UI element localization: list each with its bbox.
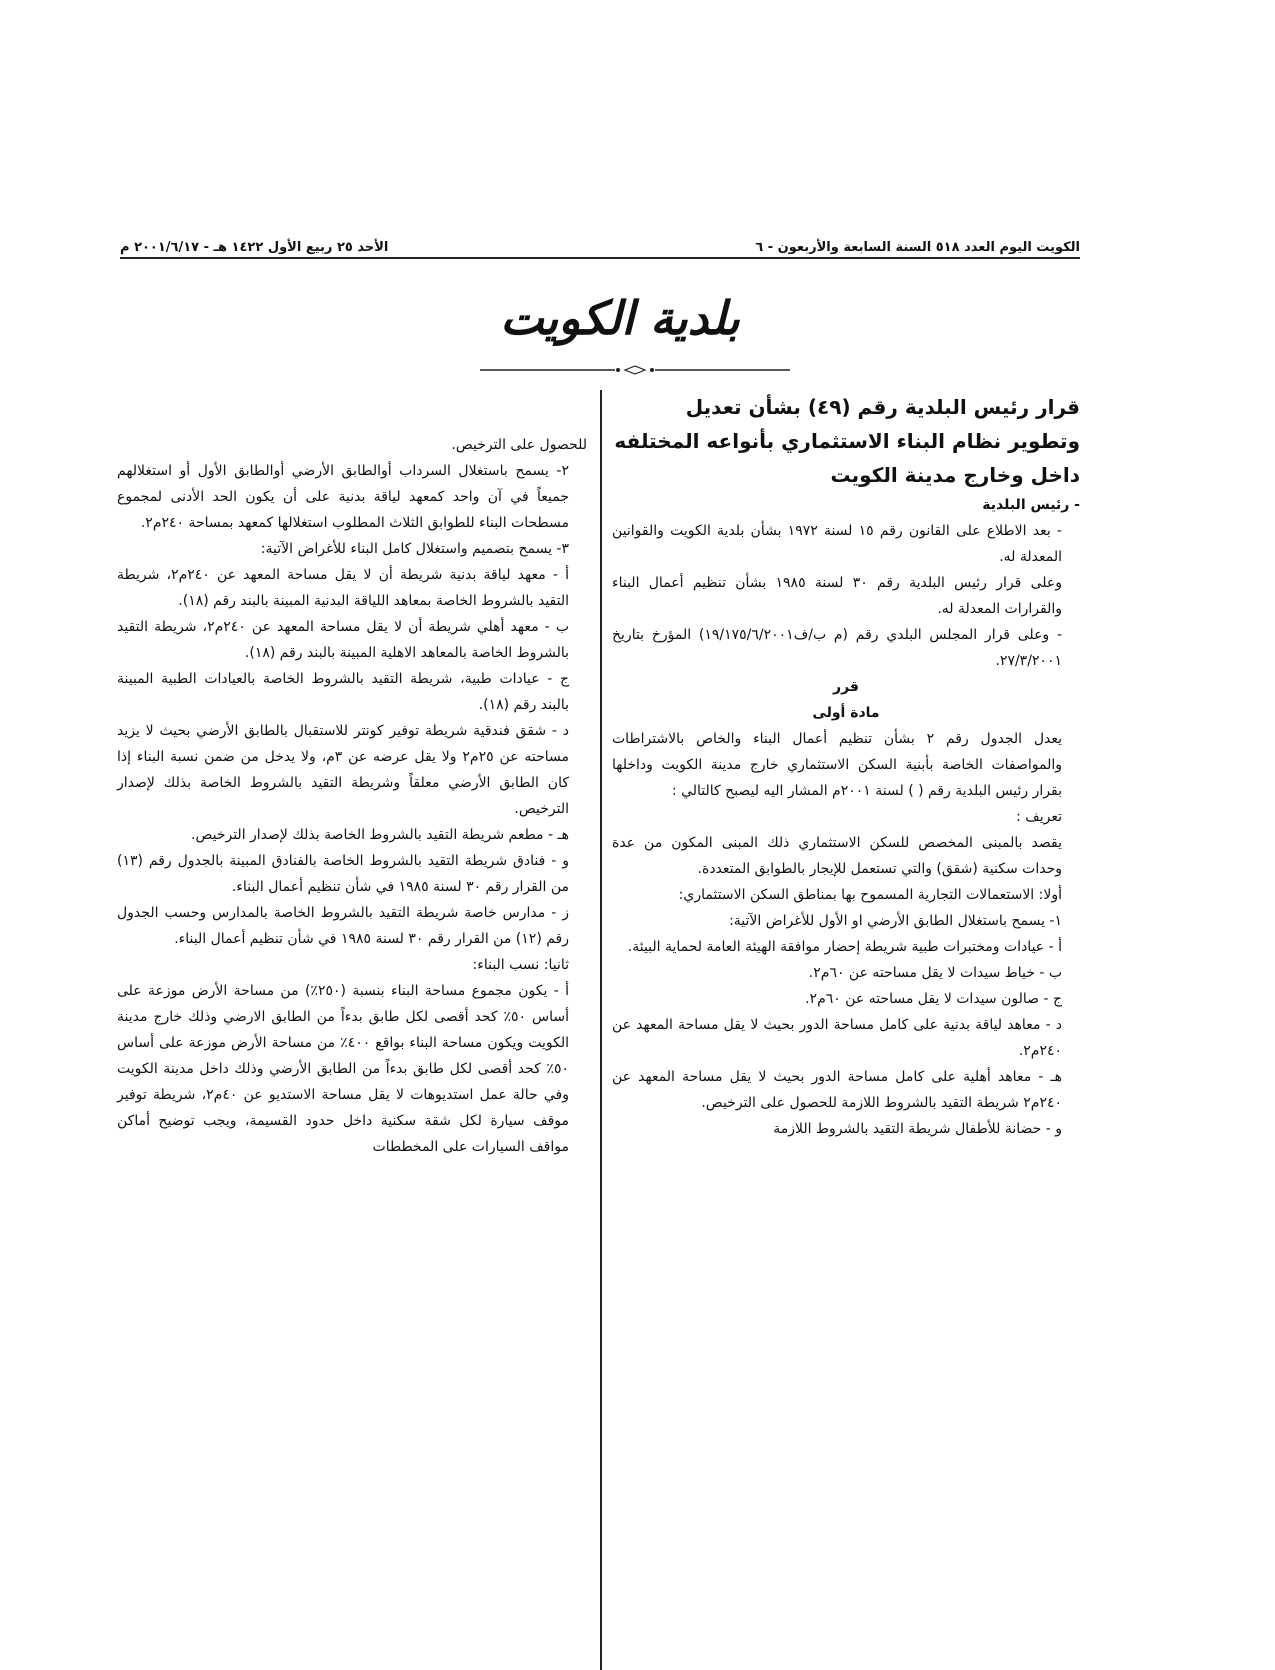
issue-info: الكويت اليوم العدد ٥١٨ السنة السابعة والأربعون - ٦ <box>755 240 1080 255</box>
continuation-text: للحصول على الترخيص. <box>451 437 587 453</box>
preamble-3: - وعلى قرار المجلس البلدي رقم (م ب/ف١٩/١٧٥/٦/٢٠٠١) المؤرخ بتاريخ ٢٧/٣/٢٠٠١. <box>612 627 1062 669</box>
decree-title: قرار رئيس البلدية رقم (٤٩) بشأن تعديل وتطوير نظام البناء الاستثماري بأنواعه المختلفه داخل وخارج مدينة الكويت <box>614 395 1080 487</box>
list-item: د - شقق فندقية شريطة توفير كونتر للاستقبال بالطابق الأرضي بحيث لا يزيد مساحته عن ٢٥م٢ ولا يقل عرضه عن ٣م، ولا يدخل من ضمن نسبة البناء إذا كان الطابق الأرضي معلقاً وشريطة التقيد بالشروط الخاصة بذلك لإصدار الترخيص. <box>117 723 569 817</box>
list-item: ج - عيادات طبية، شريطة التقيد بالشروط الخاصة بالعيادات الطبية المبينة بالبند رقم (١٨). <box>117 671 569 713</box>
definition-text: يقصد بالمبنى المخصص للسكن الاستثماري ذلك المبنى المكون من عدة وحدات سكنية (شقق) والتي تستعمل للإيجار بالطوابق المتعددة. <box>612 835 1062 877</box>
preamble-1: - بعد الاطلاع على القانون رقم ١٥ لسنة ١٩٧٢ بشأن بلدية الكويت والقوانين المعدلة له. <box>612 523 1062 565</box>
list-item: أ - معهد لياقة بدنية شريطة أن لا يقل مساحة المعهد عن ٢٤٠م٢، شريطة التقيد بالشروط الخاصة بمعاهد اللياقة البدنية المبينة بالبند رقم (١٨). <box>117 567 569 609</box>
item-2: ٢- يسمح باستغلال السرداب أوالطابق الأرضي أوالطابق الأول أو استغلالهم جميعاً في آن واحد كمعهد لياقة بدنية على أن يكون الحد الأدنى لمجموع مسطحات البناء للطوابق الثلاث المطلوب استغلالها كمعهد بمساحة ٢٤٠م٢. <box>117 463 569 531</box>
column-divider <box>600 390 602 1670</box>
item-3: ٣- يسمح بتصميم واستغلال كامل البناء للأغراض الآتية: <box>260 541 569 557</box>
decided-heading: قرر <box>833 679 859 695</box>
first-heading: أولا: الاستعمالات التجارية المسموح بها بمناطق السكن الاستثماري: <box>678 887 1062 903</box>
article-heading: مادة أولى <box>812 705 880 721</box>
list-item: ج - صالون سيدات لا يقل مساحته عن ٦٠م٢. <box>805 991 1062 1007</box>
list-item: و - حضانة للأطفال شريطة التقيد بالشروط اللازمة <box>773 1121 1062 1137</box>
issue-date: الأحد ٢٥ ربيع الأول ١٤٢٢ هـ - ٢٠٠١/٦/١٧ م <box>120 240 389 255</box>
preamble-2: وعلى قرار رئيس البلدية رقم ٣٠ لسنة ١٩٨٥ بشأن تنظيم أعمال البناء والقرارات المعدلة له. <box>612 575 1062 617</box>
list-item: ب - خياط سيدات لا يقل مساحته عن ٦٠م٢. <box>808 965 1062 981</box>
logo-text: بلدية الكويت <box>500 291 740 345</box>
second-heading: ثانيا: نسب البناء: <box>472 957 569 973</box>
calligraphy-logo-icon <box>470 282 770 352</box>
list-item: د - معاهد لياقة بدنية على كامل مساحة الدور بحيث لا يقل مساحة المعهد عن ٢٤٠م٢. <box>612 1017 1062 1059</box>
left-column <box>117 432 587 1160</box>
right-column <box>612 390 1080 1142</box>
article-text: يعدل الجدول رقم ٢ بشأن تنظيم أعمال البناء والخاص بالاشتراطات والمواصفات الخاصة بأبنية السكن الاستثماري خارج مدينة الكويت وداخلها بقرار رئيس البلدية رقم ( ) لسنة ٢٠٠١م المشار اليه ليصبح كالتالي : <box>612 731 1062 799</box>
issuer: - رئيس البلدية <box>982 497 1080 513</box>
ornament-divider-icon <box>480 365 790 375</box>
list-item: هـ - معاهد أهلية على كامل مساحة الدور بحيث لا يقل مساحة المعهد عن ٢٤٠م٢ شريطة التقيد بالشروط اللازمة للحصول على الترخيص. <box>612 1069 1062 1111</box>
list-item: و - فنادق شريطة التقيد بالشروط الخاصة بالفنادق المبينة بالجدول رقم (١٣) من القرار رقم ٣٠ لسنة ١٩٨٥ في شأن تنظيم أعمال البناء. <box>117 853 569 895</box>
definition-label: تعريف : <box>1016 809 1062 825</box>
gazette-header <box>120 225 1080 259</box>
ratio-text: أ - يكون مجموع مساحة البناء بنسبة (٢٥٠٪) من مساحة الأرض موزعة على أساس ٥٠٪ كحد أقصى لكل طابق بدءاً من الطابق الارضي وذلك خارج مدينة الكويت ويكون مساحة البناء بواقع ٤٠٠٪ من مساحة الأرض موزعة على أساس ٥٠٪ كحد أقصى لكل طابق بدءاً من الطابق الأرضي وذلك داخل مدينة الكويت وفي حالة عمل استديوهات لا يقل مساحة الاستديو عن ٤٠م٢، شريطة توفير موقف سيارة لكل شقة سكنية داخل حدود القسيمة، ويجب توضيح أماكن مواقف السيارات على المخططات <box>117 983 570 1155</box>
item-1: ١- يسمح باستغلال الطابق الأرضي او الأول للأغراض الآتية: <box>729 913 1062 929</box>
list-item: أ - عيادات ومختبرات طبية شريطة إحضار موافقة الهيئة العامة لحماية البيئة. <box>627 939 1062 955</box>
list-item: هـ - مطعم شريطة التقيد بالشروط الخاصة بذلك لإصدار الترخيص. <box>191 827 569 843</box>
list-item: ز - مدارس خاصة شريطة التقيد بالشروط الخاصة بالمدارس وحسب الجدول رقم (١٢) من القرار رقم ٣٠ لسنة ١٩٨٥ في شأن تنظيم أعمال البناء. <box>117 905 569 947</box>
list-item: ب - معهد أهلي شريطة أن لا يقل مساحة المعهد عن ٢٤٠م٢، شريطة التقيد بالشروط الخاصة بالمعاهد الاهلية المبينة بالبند رقم (١٨). <box>117 619 569 661</box>
